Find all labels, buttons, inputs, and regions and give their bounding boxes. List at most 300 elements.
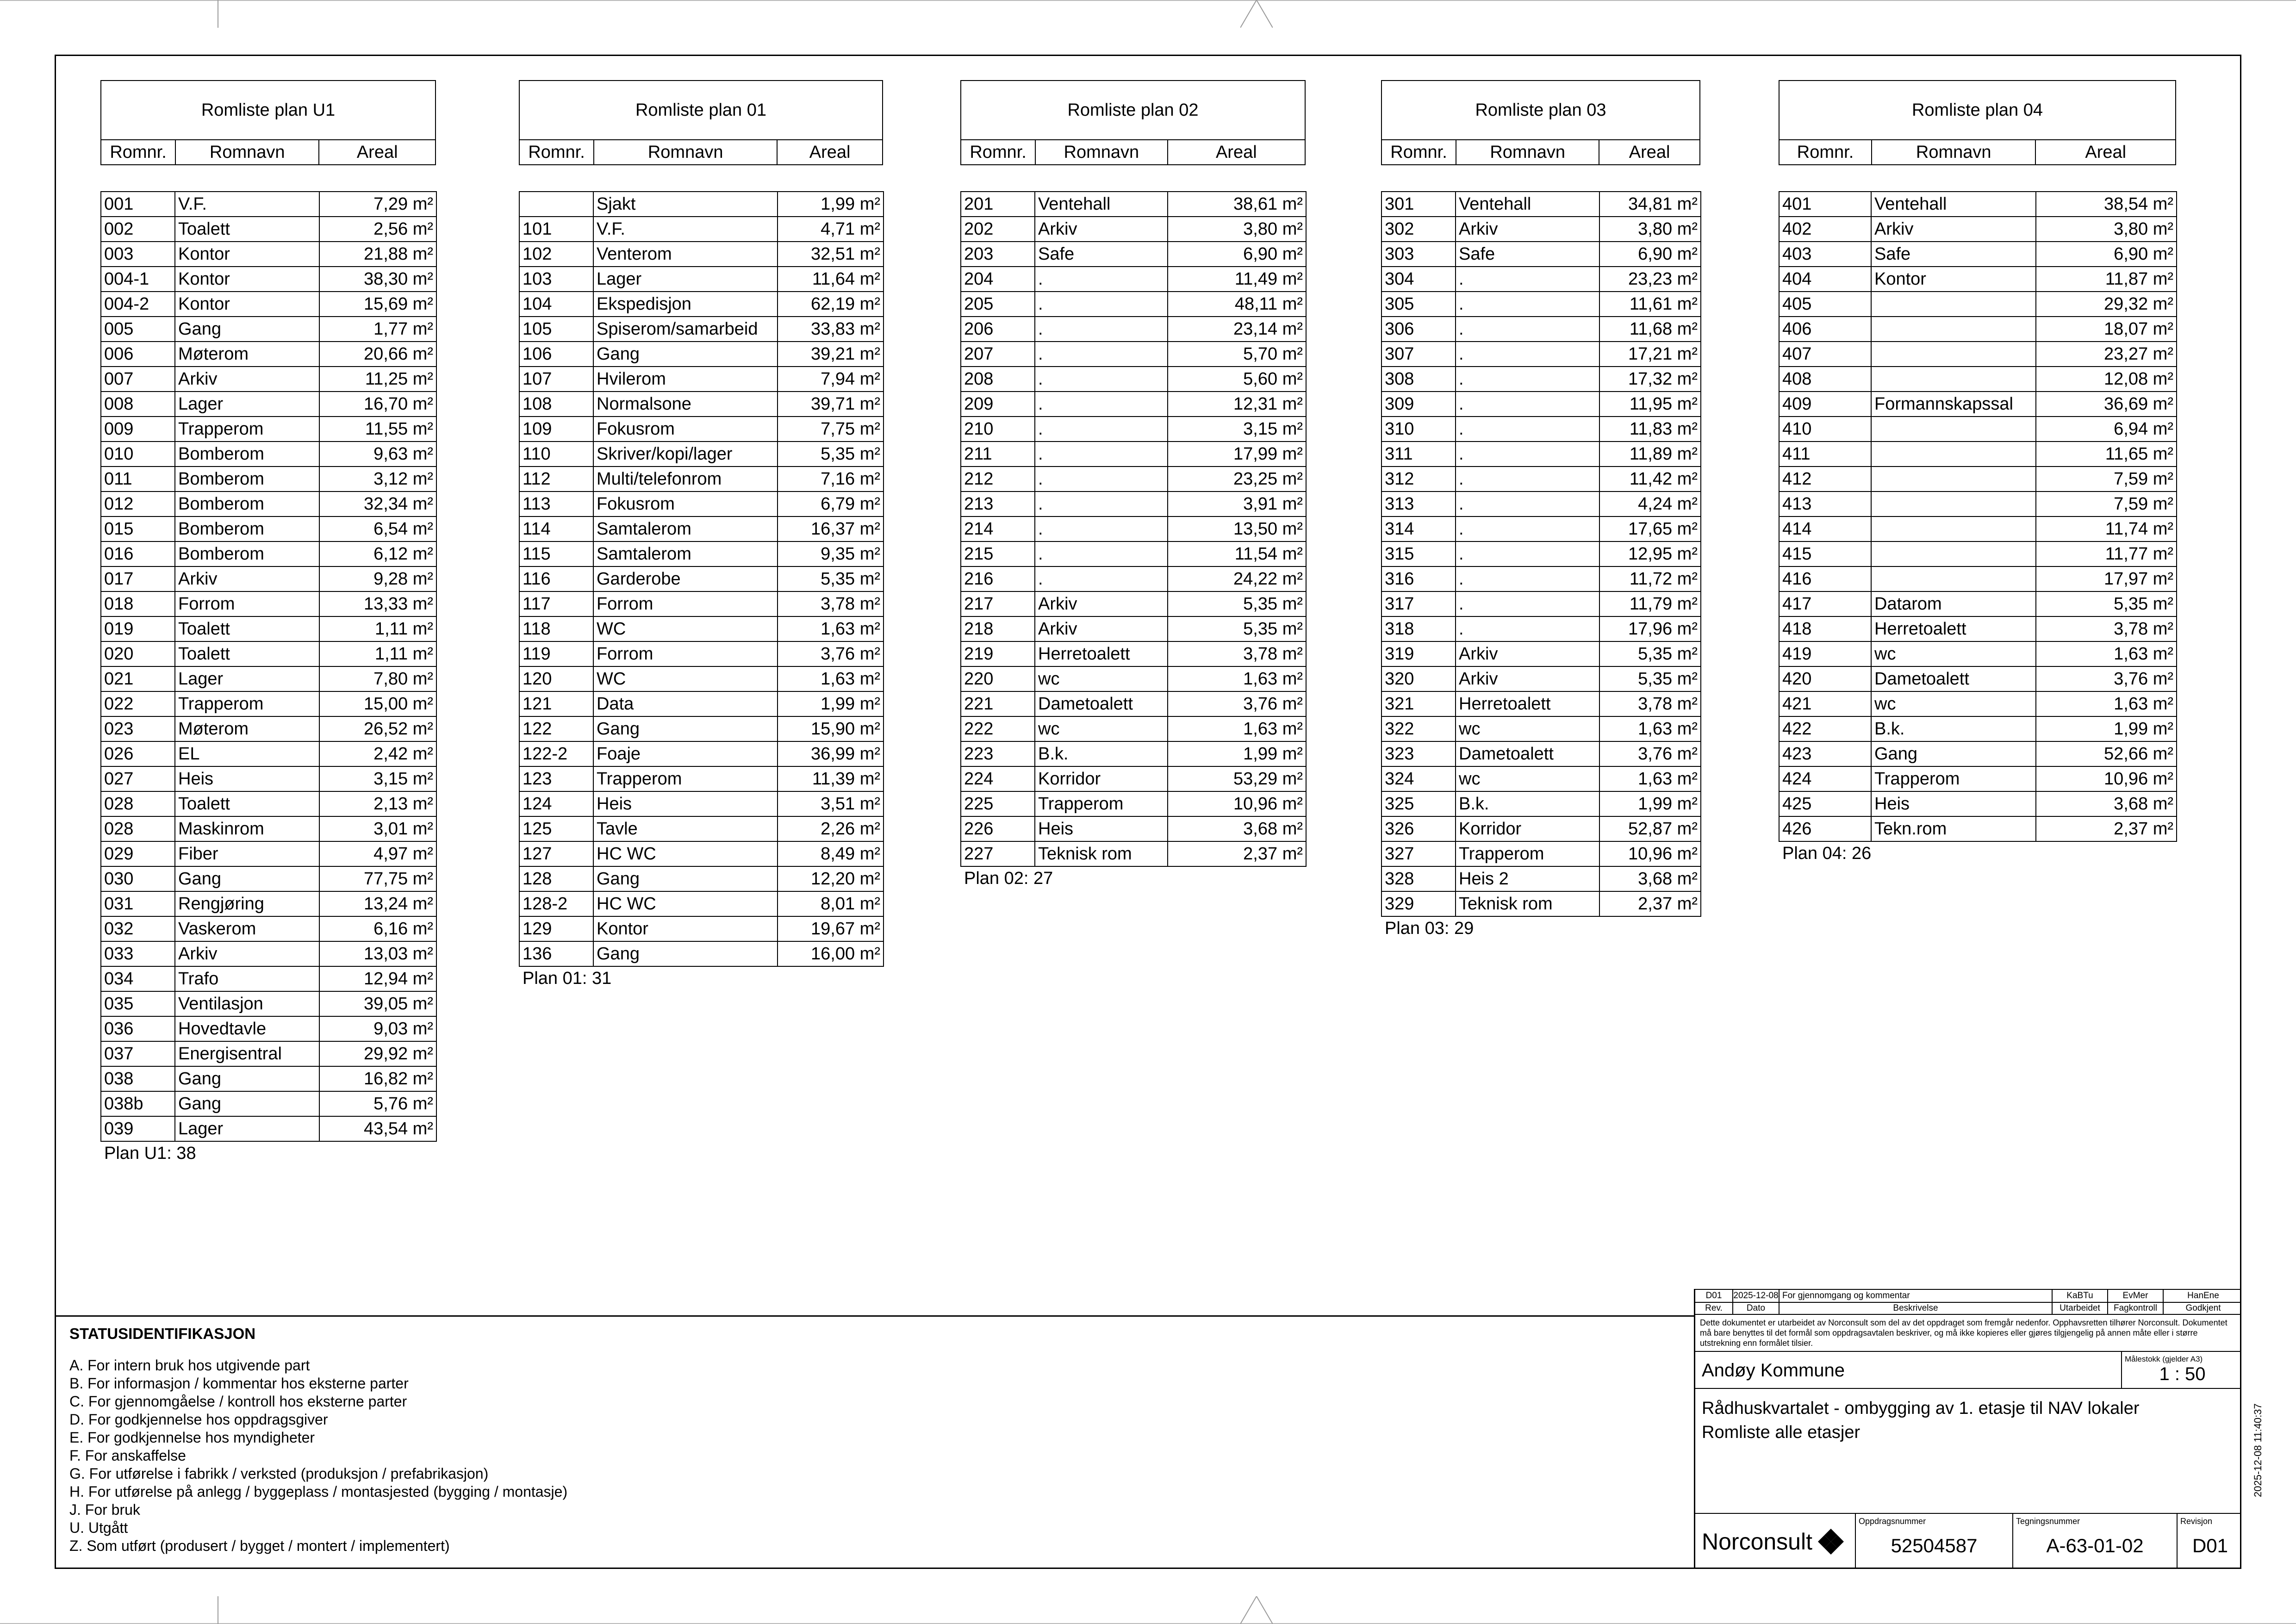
room-area: 39,21 m²	[778, 342, 884, 367]
room-number: 038	[101, 1066, 175, 1091]
room-area: 2,37 m²	[1599, 891, 1701, 916]
table-row	[1381, 566, 1701, 591]
room-name: Trapperom	[593, 766, 778, 791]
table-row	[1381, 816, 1701, 841]
room-name: Heis	[175, 766, 319, 791]
room-name: EL	[175, 741, 319, 766]
table-row	[1381, 192, 1701, 217]
room-name: Gang	[175, 866, 319, 891]
room-area: 8,01 m²	[778, 891, 884, 916]
room-area: 1,11 m²	[319, 616, 436, 641]
room-name: Møterom	[175, 342, 319, 367]
room-number: 417	[1779, 591, 1871, 616]
table-row	[1381, 616, 1701, 641]
table-row	[519, 516, 884, 541]
room-area: 43,54 m²	[319, 1116, 436, 1141]
room-area: 11,61 m²	[1599, 292, 1701, 317]
room-number: 321	[1381, 691, 1456, 716]
room-name: Lager	[593, 267, 778, 292]
table-row	[101, 666, 436, 691]
table-row	[519, 816, 884, 841]
table-row	[101, 1041, 436, 1066]
room-number: 002	[101, 217, 175, 242]
column-header: Romnr.	[1797, 142, 1854, 162]
room-table-4	[1779, 80, 2176, 864]
table-row	[1779, 492, 2177, 516]
table-row	[1779, 367, 2177, 392]
table-row	[101, 791, 436, 816]
room-number: 034	[101, 966, 175, 991]
status-item: B. For informasjon / kommentar hos eksterne parter	[69, 1375, 409, 1392]
room-area: 7,29 m²	[319, 192, 436, 217]
room-number: 227	[961, 841, 1035, 866]
room-area: 5,35 m²	[1168, 616, 1306, 641]
room-name: Heis	[593, 791, 778, 816]
table-row	[519, 666, 884, 691]
room-area: 1,77 m²	[319, 317, 436, 342]
logo-text: Norconsult	[1702, 1529, 1812, 1555]
room-name: Kontor	[593, 916, 778, 941]
room-number: 017	[101, 566, 175, 591]
room-area: 15,69 m²	[319, 292, 436, 317]
room-area: 2,26 m²	[778, 816, 884, 841]
room-name: Samtalerom	[593, 541, 778, 566]
room-area: 6,90 m²	[2036, 242, 2177, 267]
room-number: 031	[101, 891, 175, 916]
room-area: 11,83 m²	[1599, 417, 1701, 442]
room-name: .	[1456, 467, 1599, 492]
room-number: 208	[961, 367, 1035, 392]
room-area: 10,96 m²	[2036, 766, 2177, 791]
room-area: 6,12 m²	[319, 541, 436, 566]
date-header: Dato	[1732, 1303, 1779, 1314]
table-row	[1381, 367, 1701, 392]
table-row	[1381, 492, 1701, 516]
room-area: 1,63 m²	[1168, 666, 1306, 691]
room-name: Ventehall	[1456, 192, 1599, 217]
room-name: B.k.	[1456, 791, 1599, 816]
room-number: 116	[519, 566, 593, 591]
table-row	[519, 841, 884, 866]
room-number: 223	[961, 741, 1035, 766]
norconsult-logo	[1702, 1528, 1845, 1556]
room-name: Forrom	[593, 591, 778, 616]
room-name: Teknisk rom	[1456, 891, 1599, 916]
room-area: 5,35 m²	[778, 442, 884, 467]
room-number: 225	[961, 791, 1035, 816]
room-area: 1,99 m²	[778, 192, 884, 217]
status-item: J. For bruk	[69, 1501, 140, 1518]
room-area: 6,16 m²	[319, 916, 436, 941]
room-area: 52,66 m²	[2036, 741, 2177, 766]
table-row	[961, 442, 1306, 467]
room-area: 3,80 m²	[2036, 217, 2177, 242]
room-name: .	[1035, 267, 1168, 292]
table-row	[961, 467, 1306, 492]
status-heading: STATUSIDENTIFIKASJON	[69, 1325, 256, 1342]
room-name: Arkiv	[175, 367, 319, 392]
room-name: Lager	[175, 1116, 319, 1141]
room-number: 315	[1381, 541, 1456, 566]
room-number: 215	[961, 541, 1035, 566]
room-area: 3,80 m²	[1599, 217, 1701, 242]
room-area: 6,90 m²	[1599, 242, 1701, 267]
table-row	[101, 941, 436, 966]
table-row	[1381, 691, 1701, 716]
room-name: Gang	[175, 1091, 319, 1116]
room-name	[1871, 417, 2036, 442]
table-row	[519, 317, 884, 342]
room-number: 414	[1779, 516, 1871, 541]
room-name	[1871, 342, 2036, 367]
room-number: 408	[1779, 367, 1871, 392]
table-title: Romliste plan 01	[520, 81, 882, 140]
room-name: Herretoalett	[1035, 641, 1168, 666]
room-area: 33,83 m²	[778, 317, 884, 342]
room-name: .	[1456, 392, 1599, 417]
column-header: Romnr.	[970, 142, 1027, 162]
room-name: .	[1035, 541, 1168, 566]
room-area: 17,21 m²	[1599, 342, 1701, 367]
room-area: 1,63 m²	[1599, 716, 1701, 741]
room-name: Spiserom/samarbeid	[593, 317, 778, 342]
project-row	[1695, 1389, 2241, 1514]
table-row	[961, 367, 1306, 392]
rev-godk-value: HanEne	[2163, 1290, 2243, 1302]
room-number: 214	[961, 516, 1035, 541]
table-header	[519, 80, 883, 165]
room-name: Kontor	[175, 267, 319, 292]
room-number: 016	[101, 541, 175, 566]
room-area: 7,59 m²	[2036, 467, 2177, 492]
room-area: 11,89 m²	[1599, 442, 1701, 467]
room-number: 001	[101, 192, 175, 217]
room-name: Heis	[1035, 816, 1168, 841]
room-name: Hvilerom	[593, 367, 778, 392]
table-row	[1381, 417, 1701, 442]
room-number: 213	[961, 492, 1035, 516]
room-name: .	[1456, 616, 1599, 641]
room-number: 412	[1779, 467, 1871, 492]
table-row	[1381, 741, 1701, 766]
table-row	[1779, 467, 2177, 492]
room-number: 109	[519, 417, 593, 442]
room-area: 17,65 m²	[1599, 516, 1701, 541]
room-number: 020	[101, 641, 175, 666]
fagk-header: Fagkontroll	[2107, 1303, 2163, 1314]
room-list	[960, 191, 1307, 867]
room-number: 209	[961, 392, 1035, 417]
room-name: Arkiv	[175, 566, 319, 591]
room-number: 128	[519, 866, 593, 891]
room-number: 422	[1779, 716, 1871, 741]
room-number: 117	[519, 591, 593, 616]
column-header: Romnr.	[110, 142, 167, 162]
room-number: 110	[519, 442, 593, 467]
status-item: H. For utførelse på anlegg / byggeplass / montasjested (bygging / montasje)	[69, 1483, 568, 1500]
column-header: Romnavn	[1035, 140, 1167, 164]
room-area: 36,69 m²	[2036, 392, 2177, 417]
room-area: 9,28 m²	[319, 566, 436, 591]
column-headers	[961, 140, 1305, 164]
room-number: 039	[101, 1116, 175, 1141]
room-area: 24,22 m²	[1168, 566, 1306, 591]
room-number: 204	[961, 267, 1035, 292]
room-number: 423	[1779, 741, 1871, 766]
room-area: 23,27 m²	[2036, 342, 2177, 367]
godk-header: Godkjent	[2163, 1303, 2243, 1314]
room-name: Ekspedisjon	[593, 292, 778, 317]
room-number: 405	[1779, 292, 1871, 317]
room-area: 11,42 m²	[1599, 467, 1701, 492]
table-row	[1381, 516, 1701, 541]
room-name: Forrom	[175, 591, 319, 616]
table-row	[519, 192, 884, 217]
room-name: .	[1035, 442, 1168, 467]
table-row	[101, 866, 436, 891]
room-number: 216	[961, 566, 1035, 591]
table-row	[961, 292, 1306, 317]
table-row	[1381, 242, 1701, 267]
room-area: 6,94 m²	[2036, 417, 2177, 442]
table-row	[101, 292, 436, 317]
room-number: 036	[101, 1016, 175, 1041]
room-name: Safe	[1456, 242, 1599, 267]
table-row	[519, 566, 884, 591]
table-row	[1381, 317, 1701, 342]
table-row	[101, 1091, 436, 1116]
room-number: 211	[961, 442, 1035, 467]
room-area: 3,76 m²	[1168, 691, 1306, 716]
table-row	[519, 591, 884, 616]
room-name: Korridor	[1456, 816, 1599, 841]
room-number: 222	[961, 716, 1035, 741]
scale-label: Målestokk (gjelder A3)	[2125, 1355, 2203, 1363]
room-count: Plan U1: 38	[104, 1144, 196, 1163]
table-row	[961, 516, 1306, 541]
table-row	[1779, 666, 2177, 691]
client-row	[1695, 1352, 2241, 1389]
room-name: .	[1035, 367, 1168, 392]
room-number: 411	[1779, 442, 1871, 467]
table-row	[1779, 417, 2177, 442]
room-number: 219	[961, 641, 1035, 666]
room-area: 17,32 m²	[1599, 367, 1701, 392]
room-name: .	[1035, 317, 1168, 342]
status-item: Z. Som utført (produsert / bygget / montert / implementert)	[69, 1537, 450, 1554]
room-name	[1871, 541, 2036, 566]
room-area: 11,49 m²	[1168, 267, 1306, 292]
room-name	[1871, 467, 2036, 492]
room-number: 023	[101, 716, 175, 741]
column-headers	[1780, 140, 2175, 164]
room-name: Dametoalett	[1456, 741, 1599, 766]
table-row	[961, 741, 1306, 766]
room-name: Hovedtavle	[175, 1016, 319, 1041]
room-area: 12,20 m²	[778, 866, 884, 891]
table-row	[1381, 217, 1701, 242]
table-row	[101, 616, 436, 641]
room-number: 102	[519, 242, 593, 267]
room-count: Plan 04: 26	[1782, 844, 1872, 863]
room-number: 106	[519, 342, 593, 367]
room-number: 224	[961, 766, 1035, 791]
table-row	[101, 691, 436, 716]
table-row	[101, 641, 436, 666]
room-area: 12,08 m²	[2036, 367, 2177, 392]
room-number: 118	[519, 616, 593, 641]
table-row	[519, 891, 884, 916]
column-header: Romnavn	[593, 140, 777, 164]
room-number: 319	[1381, 641, 1456, 666]
room-name: .	[1456, 516, 1599, 541]
table-row	[101, 1066, 436, 1091]
room-number: 018	[101, 591, 175, 616]
room-number: 115	[519, 541, 593, 566]
table-header	[1779, 80, 2176, 165]
room-area: 3,78 m²	[2036, 616, 2177, 641]
room-name: Møterom	[175, 716, 319, 741]
room-number: 101	[519, 217, 593, 242]
room-number: 037	[101, 1041, 175, 1066]
table-row	[1779, 267, 2177, 292]
room-number: 207	[961, 342, 1035, 367]
table-row	[519, 941, 884, 966]
room-area: 16,00 m²	[778, 941, 884, 966]
room-name: .	[1456, 591, 1599, 616]
rev-date-value: 2025-12-08	[1732, 1290, 1779, 1302]
room-number: 325	[1381, 791, 1456, 816]
room-number: 127	[519, 841, 593, 866]
room-number: 008	[101, 392, 175, 417]
room-number: 026	[101, 741, 175, 766]
utarb-header: Utarbeidet	[2052, 1303, 2107, 1314]
room-name: HC WC	[593, 841, 778, 866]
room-name: Arkiv	[1456, 641, 1599, 666]
room-area: 5,60 m²	[1168, 367, 1306, 392]
room-area: 10,96 m²	[1599, 841, 1701, 866]
table-row	[1381, 442, 1701, 467]
room-area: 11,64 m²	[778, 267, 884, 292]
room-area: 17,97 m²	[2036, 566, 2177, 591]
room-area: 38,30 m²	[319, 267, 436, 292]
room-area: 3,15 m²	[1168, 417, 1306, 442]
column-headers	[1382, 140, 1699, 164]
table-row	[101, 741, 436, 766]
table-row	[101, 891, 436, 916]
rev-fagk-value: EvMer	[2107, 1290, 2163, 1302]
room-name: wc	[1871, 691, 2036, 716]
room-name	[1871, 516, 2036, 541]
status-divider	[55, 1315, 1694, 1317]
status-item: F. For anskaffelse	[69, 1447, 186, 1464]
table-row	[101, 267, 436, 292]
room-name: .	[1456, 442, 1599, 467]
status-item: U. Utgått	[69, 1519, 128, 1536]
table-row	[519, 691, 884, 716]
room-number: 105	[519, 317, 593, 342]
room-name: HC WC	[593, 891, 778, 916]
table-row	[1779, 791, 2177, 816]
table-row	[101, 516, 436, 541]
room-name	[1871, 317, 2036, 342]
room-number: 122-2	[519, 741, 593, 766]
room-name: Trapperom	[1035, 791, 1168, 816]
room-name: Ventehall	[1871, 192, 2036, 217]
room-number: 019	[101, 616, 175, 641]
room-area: 1,99 m²	[2036, 716, 2177, 741]
norconsult-diamond-icon	[1817, 1528, 1845, 1556]
room-area: 4,97 m²	[319, 841, 436, 866]
room-area: 2,56 m²	[319, 217, 436, 242]
table-row	[519, 641, 884, 666]
table-row	[1779, 541, 2177, 566]
project-title: Rådhuskvartalet - ombygging av 1. etasje til NAV lokaler	[1702, 1399, 2140, 1418]
room-name: Multi/telefonrom	[593, 467, 778, 492]
room-number: 104	[519, 292, 593, 317]
room-name: Bomberom	[175, 467, 319, 492]
room-area: 11,79 m²	[1599, 591, 1701, 616]
room-area: 3,68 m²	[1599, 866, 1701, 891]
column-header: Romnr.	[528, 142, 585, 162]
room-number: 326	[1381, 816, 1456, 841]
room-area: 11,25 m²	[319, 367, 436, 392]
table-header	[1381, 80, 1700, 165]
room-name: Dametoalett	[1035, 691, 1168, 716]
room-area: 11,77 m²	[2036, 541, 2177, 566]
room-number: 220	[961, 666, 1035, 691]
room-area: 13,03 m²	[319, 941, 436, 966]
room-name: Fiber	[175, 841, 319, 866]
table-row	[101, 1116, 436, 1141]
room-area: 38,54 m²	[2036, 192, 2177, 217]
room-name: Formannskapssal	[1871, 392, 2036, 417]
room-area: 3,01 m²	[319, 816, 436, 841]
room-number: 123	[519, 766, 593, 791]
room-area: 29,32 m²	[2036, 292, 2177, 317]
table-row	[961, 791, 1306, 816]
room-area: 32,34 m²	[319, 492, 436, 516]
room-name: Safe	[1035, 242, 1168, 267]
room-name: Arkiv	[1871, 217, 2036, 242]
room-number: 303	[1381, 242, 1456, 267]
room-name: Lager	[175, 666, 319, 691]
room-name: .	[1456, 342, 1599, 367]
drawing-title: Romliste alle etasjer	[1702, 1423, 1860, 1442]
room-area: 11,55 m²	[319, 417, 436, 442]
room-name: Bomberom	[175, 492, 319, 516]
room-name: Gang	[1871, 741, 2036, 766]
table-row	[101, 492, 436, 516]
room-name: Korridor	[1035, 766, 1168, 791]
room-name: .	[1035, 516, 1168, 541]
room-area: 15,90 m²	[778, 716, 884, 741]
room-number: 203	[961, 242, 1035, 267]
table-row	[961, 716, 1306, 741]
table-row	[1381, 866, 1701, 891]
room-number: 027	[101, 766, 175, 791]
room-number: 009	[101, 417, 175, 442]
room-area: 39,71 m²	[778, 392, 884, 417]
revision-header-row	[1695, 1303, 2241, 1315]
room-name: Bomberom	[175, 541, 319, 566]
room-area: 16,82 m²	[319, 1066, 436, 1091]
room-number: 128-2	[519, 891, 593, 916]
room-name: Toalett	[175, 616, 319, 641]
room-name: Herretoalett	[1456, 691, 1599, 716]
room-name: Safe	[1871, 242, 2036, 267]
room-name: Venterom	[593, 242, 778, 267]
